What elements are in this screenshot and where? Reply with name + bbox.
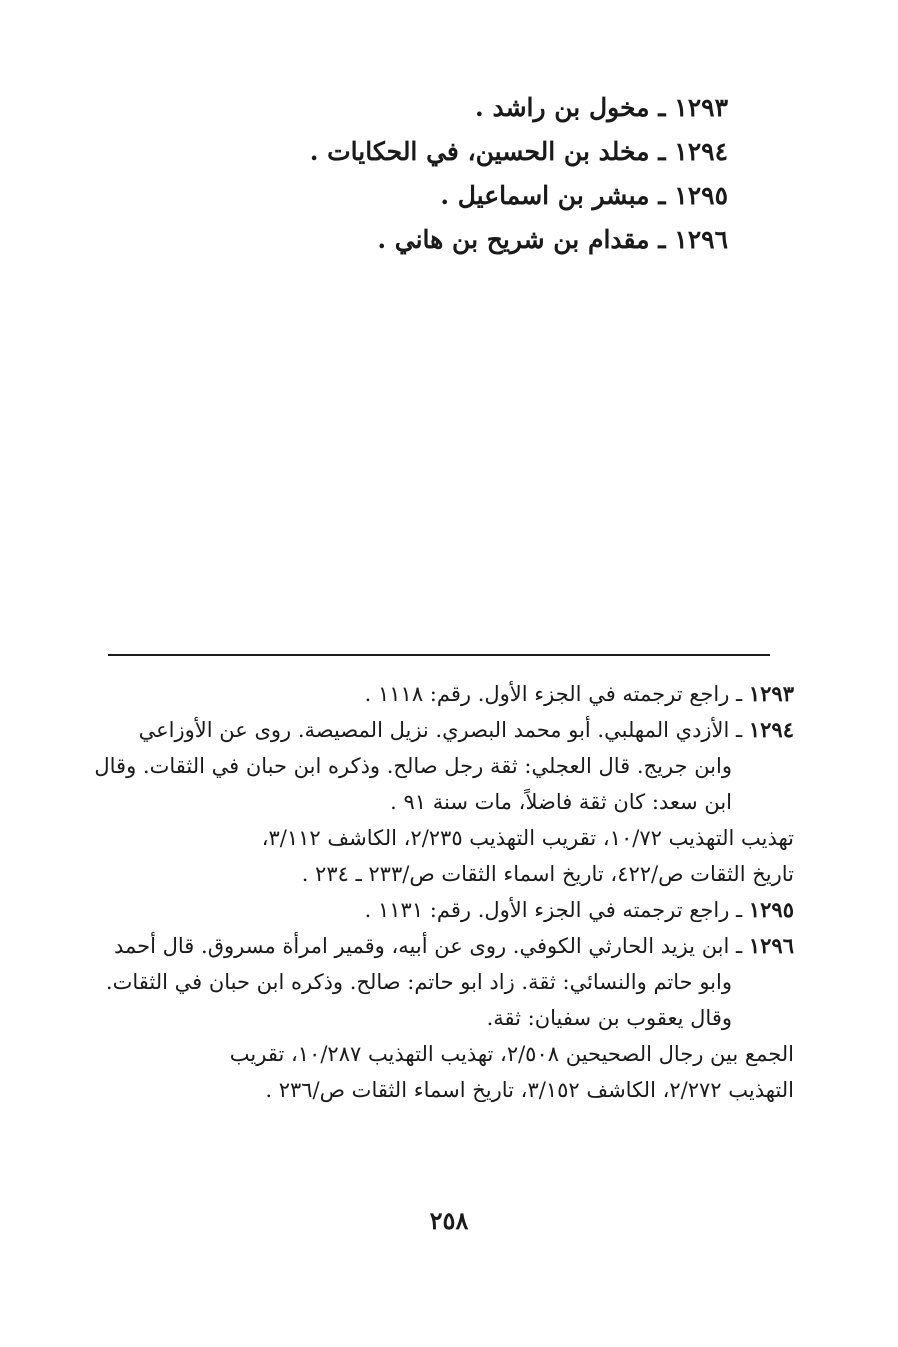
footnote-1296-references-2: التهذيب ٢/٢٧٢، الكاشف ٣/١٥٢، تاريخ اسماء الثقات ص/٢٣٦ . [265, 1078, 794, 1102]
footnote-number: ١٢٩٤ [748, 717, 794, 742]
main-entries [168, 86, 728, 262]
footnote-1294-line-1 [78, 712, 794, 748]
footnote-1296-line-3: وقال يعقوب بن سفيان: ثقة. [486, 1006, 732, 1030]
footnote-1294-references-1: تهذيب التهذيب ١٠/٧٢، تقريب التهذيب ٢/٢٣٥، الكاشف ٣/١١٢، [261, 826, 794, 850]
footnote-1296-line-1 [78, 928, 794, 964]
footnote-1295 [78, 892, 794, 928]
page-number: ٢٥٨ [429, 1206, 469, 1235]
footnote-1294-line-3: ابن سعد: كان ثقة فاضلاً، مات سنة ٩١ . [390, 790, 732, 814]
footnote-1294-references-2: تاريخ الثقات ص/٤٢٢، تاريخ اسماء الثقات ص/٢٣٣ ـ ٢٣٤ . [301, 862, 794, 886]
entry-1296: ١٢٩٦ ـ مقدام بن شريح بن هاني . [377, 225, 728, 254]
footnote-text: ـ ابن يزيد الحارثي الكوفي. روى عن أبيه، وقمير امرأة مسروق. قال أحمد [114, 934, 749, 958]
entry-1295: ١٢٩٥ ـ مبشر بن اسماعيل . [440, 181, 728, 210]
footnote-number: ١٢٩٦ [748, 933, 794, 958]
footnote-1294-line-2: وابن جريج. قال العجلي: ثقة رجل صالح. وذكره ابن حبان في الثقات. وقال [94, 754, 732, 778]
footnote-1296-line-2: وابو حاتم والنسائي: ثقة. زاد ابو حاتم: صالح. وذكره ابن حبان في الثقات. [105, 970, 732, 994]
entry-1293: ١٢٩٣ ـ مخول بن راشد . [475, 93, 728, 122]
entry-1294: ١٢٩٤ ـ مخلد بن الحسين، في الحكايات . [309, 137, 728, 166]
footnote-divider [108, 654, 770, 656]
footnote-1293 [78, 676, 794, 712]
footnote-text: ـ الأزدي المهلبي. أبو محمد البصري. نزيل المصيصة. روى عن الأوزاعي [138, 718, 749, 742]
footnotes [78, 676, 794, 1108]
footnote-number: ١٢٩٣ [748, 681, 794, 706]
footnote-number: ١٢٩٥ [748, 897, 794, 922]
footnote-text: ـ راجع ترجمته في الجزء الأول. رقم: ١١٣١ . [364, 898, 749, 922]
footnote-1296-references-1: الجمع بين رجال الصحيحين ٢/٥٠٨، تهذيب التهذيب ١٠/٢٨٧، تقريب [229, 1042, 794, 1066]
footnote-text: ـ راجع ترجمته في الجزء الأول. رقم: ١١١٨ . [364, 682, 749, 706]
